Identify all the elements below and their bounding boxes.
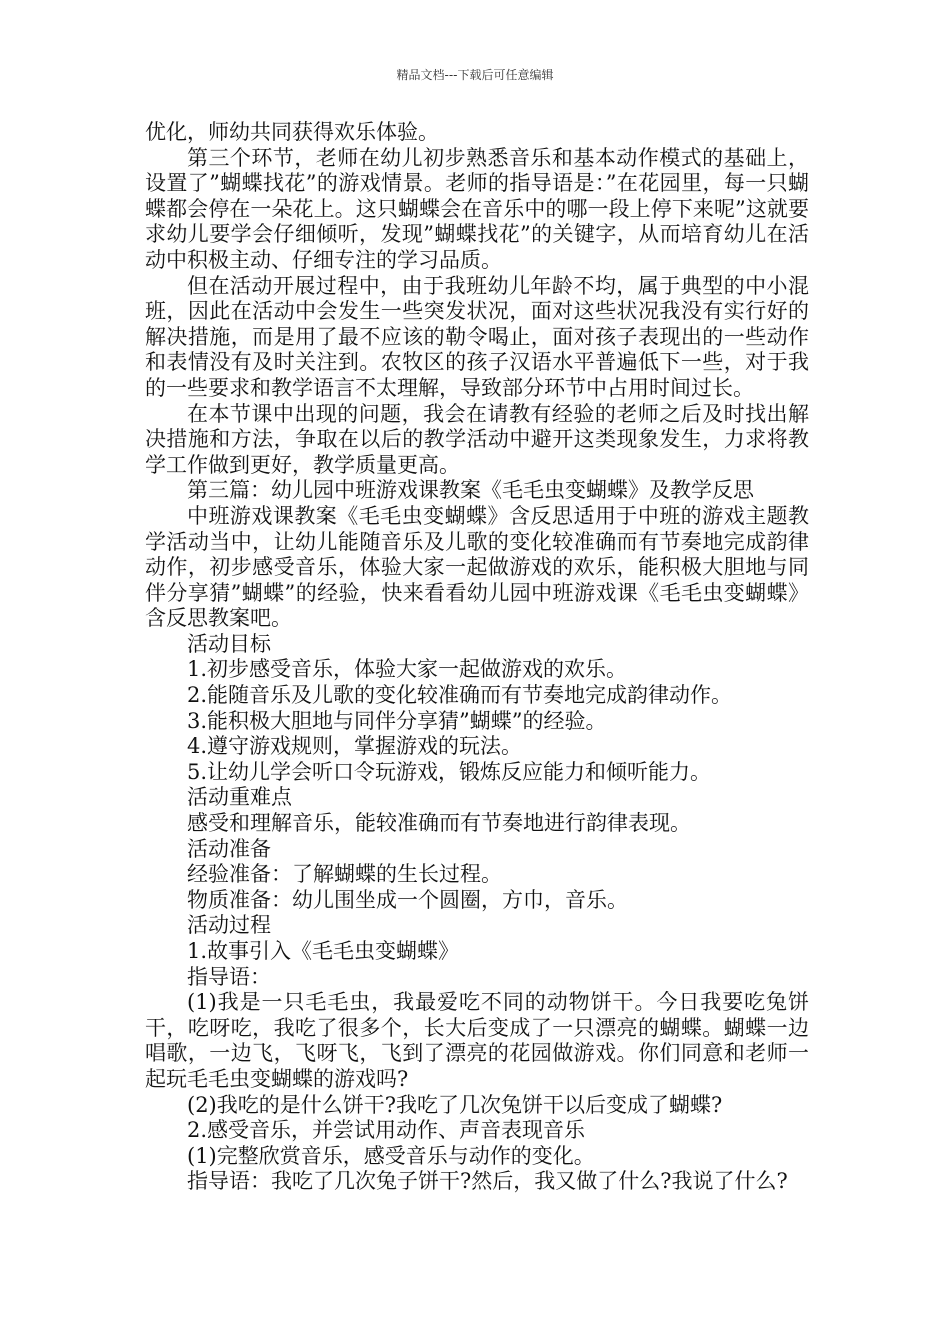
- paragraph: 经验准备：了解蝴蝶的生长过程。: [187, 862, 502, 887]
- paragraph: (1)完整欣赏音乐，感受音乐与动作的变化。: [187, 1143, 595, 1168]
- subheading-process: 活动过程: [187, 913, 271, 938]
- paragraph: 第三个环节，老师在幼儿初步熟悉音乐和基本动作模式的基础上，设置了”蝴蝶找花”的游戏情景。老师的指导语是：”在花园里，每一只蝴蝶都会停在一朵花上。这只蝴蝶会在音乐中的哪一段上停下来呢”这就要求幼儿要学会仔细倾听，发现”蝴蝶找花”的关键字，从而培育幼儿在活动中积极主动、仔细专注的学习品质。: [145, 145, 809, 272]
- paragraph: 指导语：我吃了几次兔子饼干?然后，我又做了什么?我说了什么?: [187, 1169, 788, 1194]
- paragraph: 物质准备：幼儿围坐成一个圆圈，方巾，音乐。: [187, 887, 628, 912]
- paragraph: 中班游戏课教案《毛毛虫变蝴蝶》含反思适用于中班的游戏主题教学活动当中，让幼儿能随音乐及儿歌的变化较准确而有节奏地完成韵律动作，初步感受音乐，体验大家一起做游戏的欢乐，能积极大胆地与同伴分享猜”蝴蝶”的经验，快来看看幼儿园中班游戏课《毛毛虫变蝴蝶》含反思教案吧。: [145, 503, 809, 631]
- list-item: 1.初步感受音乐，体验大家一起做游戏的欢乐。: [187, 657, 628, 682]
- section-heading: 第三篇：幼儿园中班游戏课教案《毛毛虫变蝴蝶》及教学反思: [187, 478, 754, 503]
- list-item: 2.感受音乐，并尝试用动作、声音表现音乐: [187, 1118, 586, 1143]
- paragraph: 指导语：: [187, 964, 271, 989]
- subheading-preparation: 活动准备: [187, 836, 271, 861]
- paragraph: (2)我吃的是什么饼干?我吃了几次兔饼干以后变成了蝴蝶?: [187, 1092, 723, 1117]
- paragraph: 在本节课中出现的问题，我会在请教有经验的老师之后及时找出解决措施和方法，争取在以后的教学活动中避开这类现象发生，力求将教学工作做到更好，教学质量更高。: [145, 401, 809, 477]
- paragraph: 感受和理解音乐，能较准确而有节奏地进行韵律表现。: [187, 811, 691, 836]
- page-header: 精品文档---下载后可任意编辑: [396, 68, 554, 82]
- paragraph: (1)我是一只毛毛虫，我最爱吃不同的动物饼干。今日我要吃兔饼干，吃呀吃，我吃了很多个，长大后变成了一只漂亮的蝴蝶。蝴蝶一边唱歌，一边飞，飞呀飞，飞到了漂亮的花园做游戏。你们同意和老师一起玩毛毛虫变蝴蝶的游戏吗?: [145, 990, 809, 1091]
- paragraph: 优化，师幼共同获得欢乐体验。: [145, 120, 439, 144]
- subheading-goals: 活动目标: [187, 631, 271, 656]
- list-item: 2.能随音乐及儿歌的变化较准确而有节奏地完成韵律动作。: [187, 683, 733, 708]
- list-item: 3.能积极大胆地与同伴分享猜”蝴蝶”的经验。: [187, 708, 607, 733]
- list-item: 5.让幼儿学会听口令玩游戏，锻炼反应能力和倾听能力。: [187, 759, 712, 784]
- paragraph: 但在活动开展过程中，由于我班幼儿年龄不均，属于典型的中小混班，因此在活动中会发生一些突发状况，面对这些状况我没有实行好的解决措施，而是用了最不应该的勒令喝止，面对孩子表现出的一些动作和表情没有及时关注到。农牧区的孩子汉语水平普遍低下一些，对于我的一些要求和教学语言不太理解，导致部分环节中占用时间过长。: [145, 273, 809, 400]
- document-body: [145, 120, 809, 1195]
- list-item: 1.故事引入《毛毛虫变蝴蝶》: [187, 939, 460, 963]
- subheading-key-points: 活动重难点: [187, 785, 292, 810]
- list-item: 4.遵守游戏规则，掌握游戏的玩法。: [187, 734, 523, 759]
